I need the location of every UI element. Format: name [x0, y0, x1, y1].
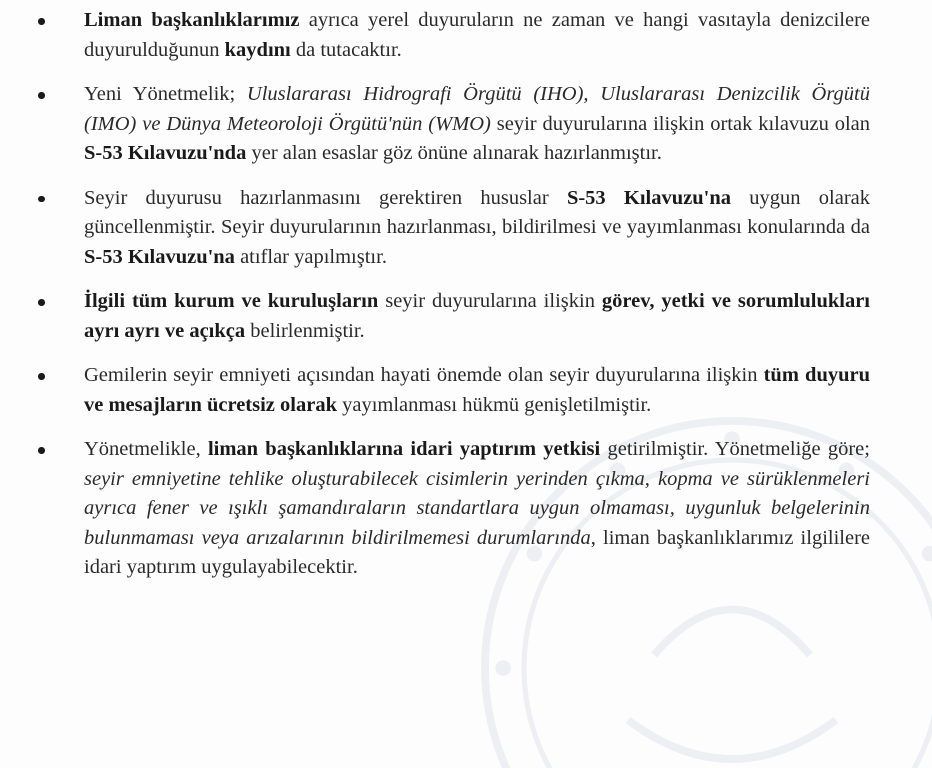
bullet-item: [0, 80, 932, 169]
bullet-text: [84, 438, 870, 578]
bullet-item: [0, 287, 932, 346]
body-text: Seyir duyurusu hazırlanmasını gerektiren hususlar: [84, 186, 567, 209]
bullet-icon: [38, 18, 45, 25]
bold-text: tüm duyuru ve mesajların ücretsiz olarak: [84, 364, 871, 416]
body-text: da tutacaktır.: [290, 38, 402, 61]
bullet-text: [84, 290, 870, 342]
body-text: uygun olarak güncellenmiştir. Seyir duyurularının hazırlanması, bildirilmesi ve yayımlanması konularında da: [84, 186, 870, 238]
body-text: Yeni Yönetmelik;: [84, 83, 247, 105]
bullet-text: [84, 9, 870, 61]
bullet-icon: [38, 373, 45, 380]
italic-text: Uluslararası Hidrografi Örgütü (IHO), Uluslararası Denizcilik Örgütü (IMO) ve Dünya Meteoroloji Örgütü'nün (WMO): [84, 83, 870, 135]
bullet-list: [0, 6, 932, 598]
bold-text: liman başkanlıklarına idari yaptırım yetkisi: [207, 438, 601, 460]
body-text: seyir duyurularına ilişkin: [378, 290, 602, 312]
bullet-item: [0, 361, 932, 420]
bullet-text: [84, 364, 870, 416]
bullet-item: [0, 184, 932, 273]
bold-text: kaydını: [224, 38, 291, 61]
bullet-text: [84, 83, 870, 164]
italic-text: seyir emniyetine tehlike oluşturabilecek cisimlerin yerinden çıkma, kopma ve sürüklenmeleri ayrıca fener ve ışıklı şamandıraların standartlara uygun olmaması, uygunluk belgelerinin bulunmaması veya arızalarının bildirilmemesi durumlarında: [84, 467, 870, 549]
bold-text: S-53 Kılavuzu'nda: [84, 142, 247, 164]
bullet-icon: [38, 196, 45, 203]
bullet-icon: [38, 447, 45, 454]
bullet-item: [0, 435, 932, 583]
bullet-item: [0, 6, 932, 65]
bold-text: İlgili tüm kurum ve kuruluşların: [84, 290, 379, 312]
body-text: Yönetmelikle,: [84, 438, 208, 460]
bold-text: S-53 Kılavuzu'na: [84, 245, 235, 268]
body-text: seyir duyurularına ilişkin ortak kılavuzu olan: [490, 112, 870, 135]
bullet-text: [84, 187, 870, 268]
body-text: ayrıca yerel duyuruların ne zaman ve hangi vasıtayla denizcilere duyurulduğunun: [84, 9, 871, 61]
body-text: belirlenmiştir.: [245, 319, 365, 342]
bold-text: Liman başkanlıklarımız: [84, 9, 300, 31]
bullet-icon: [38, 92, 45, 99]
bold-text: S-53 Kılavuzu'na: [566, 186, 732, 209]
body-text: getirilmiştir. Yönetmeliğe göre;: [600, 438, 870, 460]
body-text: Gemilerin seyir emniyeti açısından hayati önemde olan seyir duyurularına ilişkin: [84, 364, 764, 386]
bold-text: görev, yetki ve sorumlulukları ayrı ayrı ve açıkça: [84, 290, 870, 342]
body-text: atıflar yapılmıştır.: [234, 245, 387, 268]
body-text: yayımlanması hükmü genişletilmiştir.: [336, 393, 652, 416]
body-text: , liman başkanlıklarımız ilgililere idari yaptırım uygulayabilecektir.: [84, 526, 870, 578]
body-text: yer alan esaslar göz önüne alınarak hazırlanmıştır.: [246, 142, 662, 164]
bullet-icon: [38, 299, 45, 306]
